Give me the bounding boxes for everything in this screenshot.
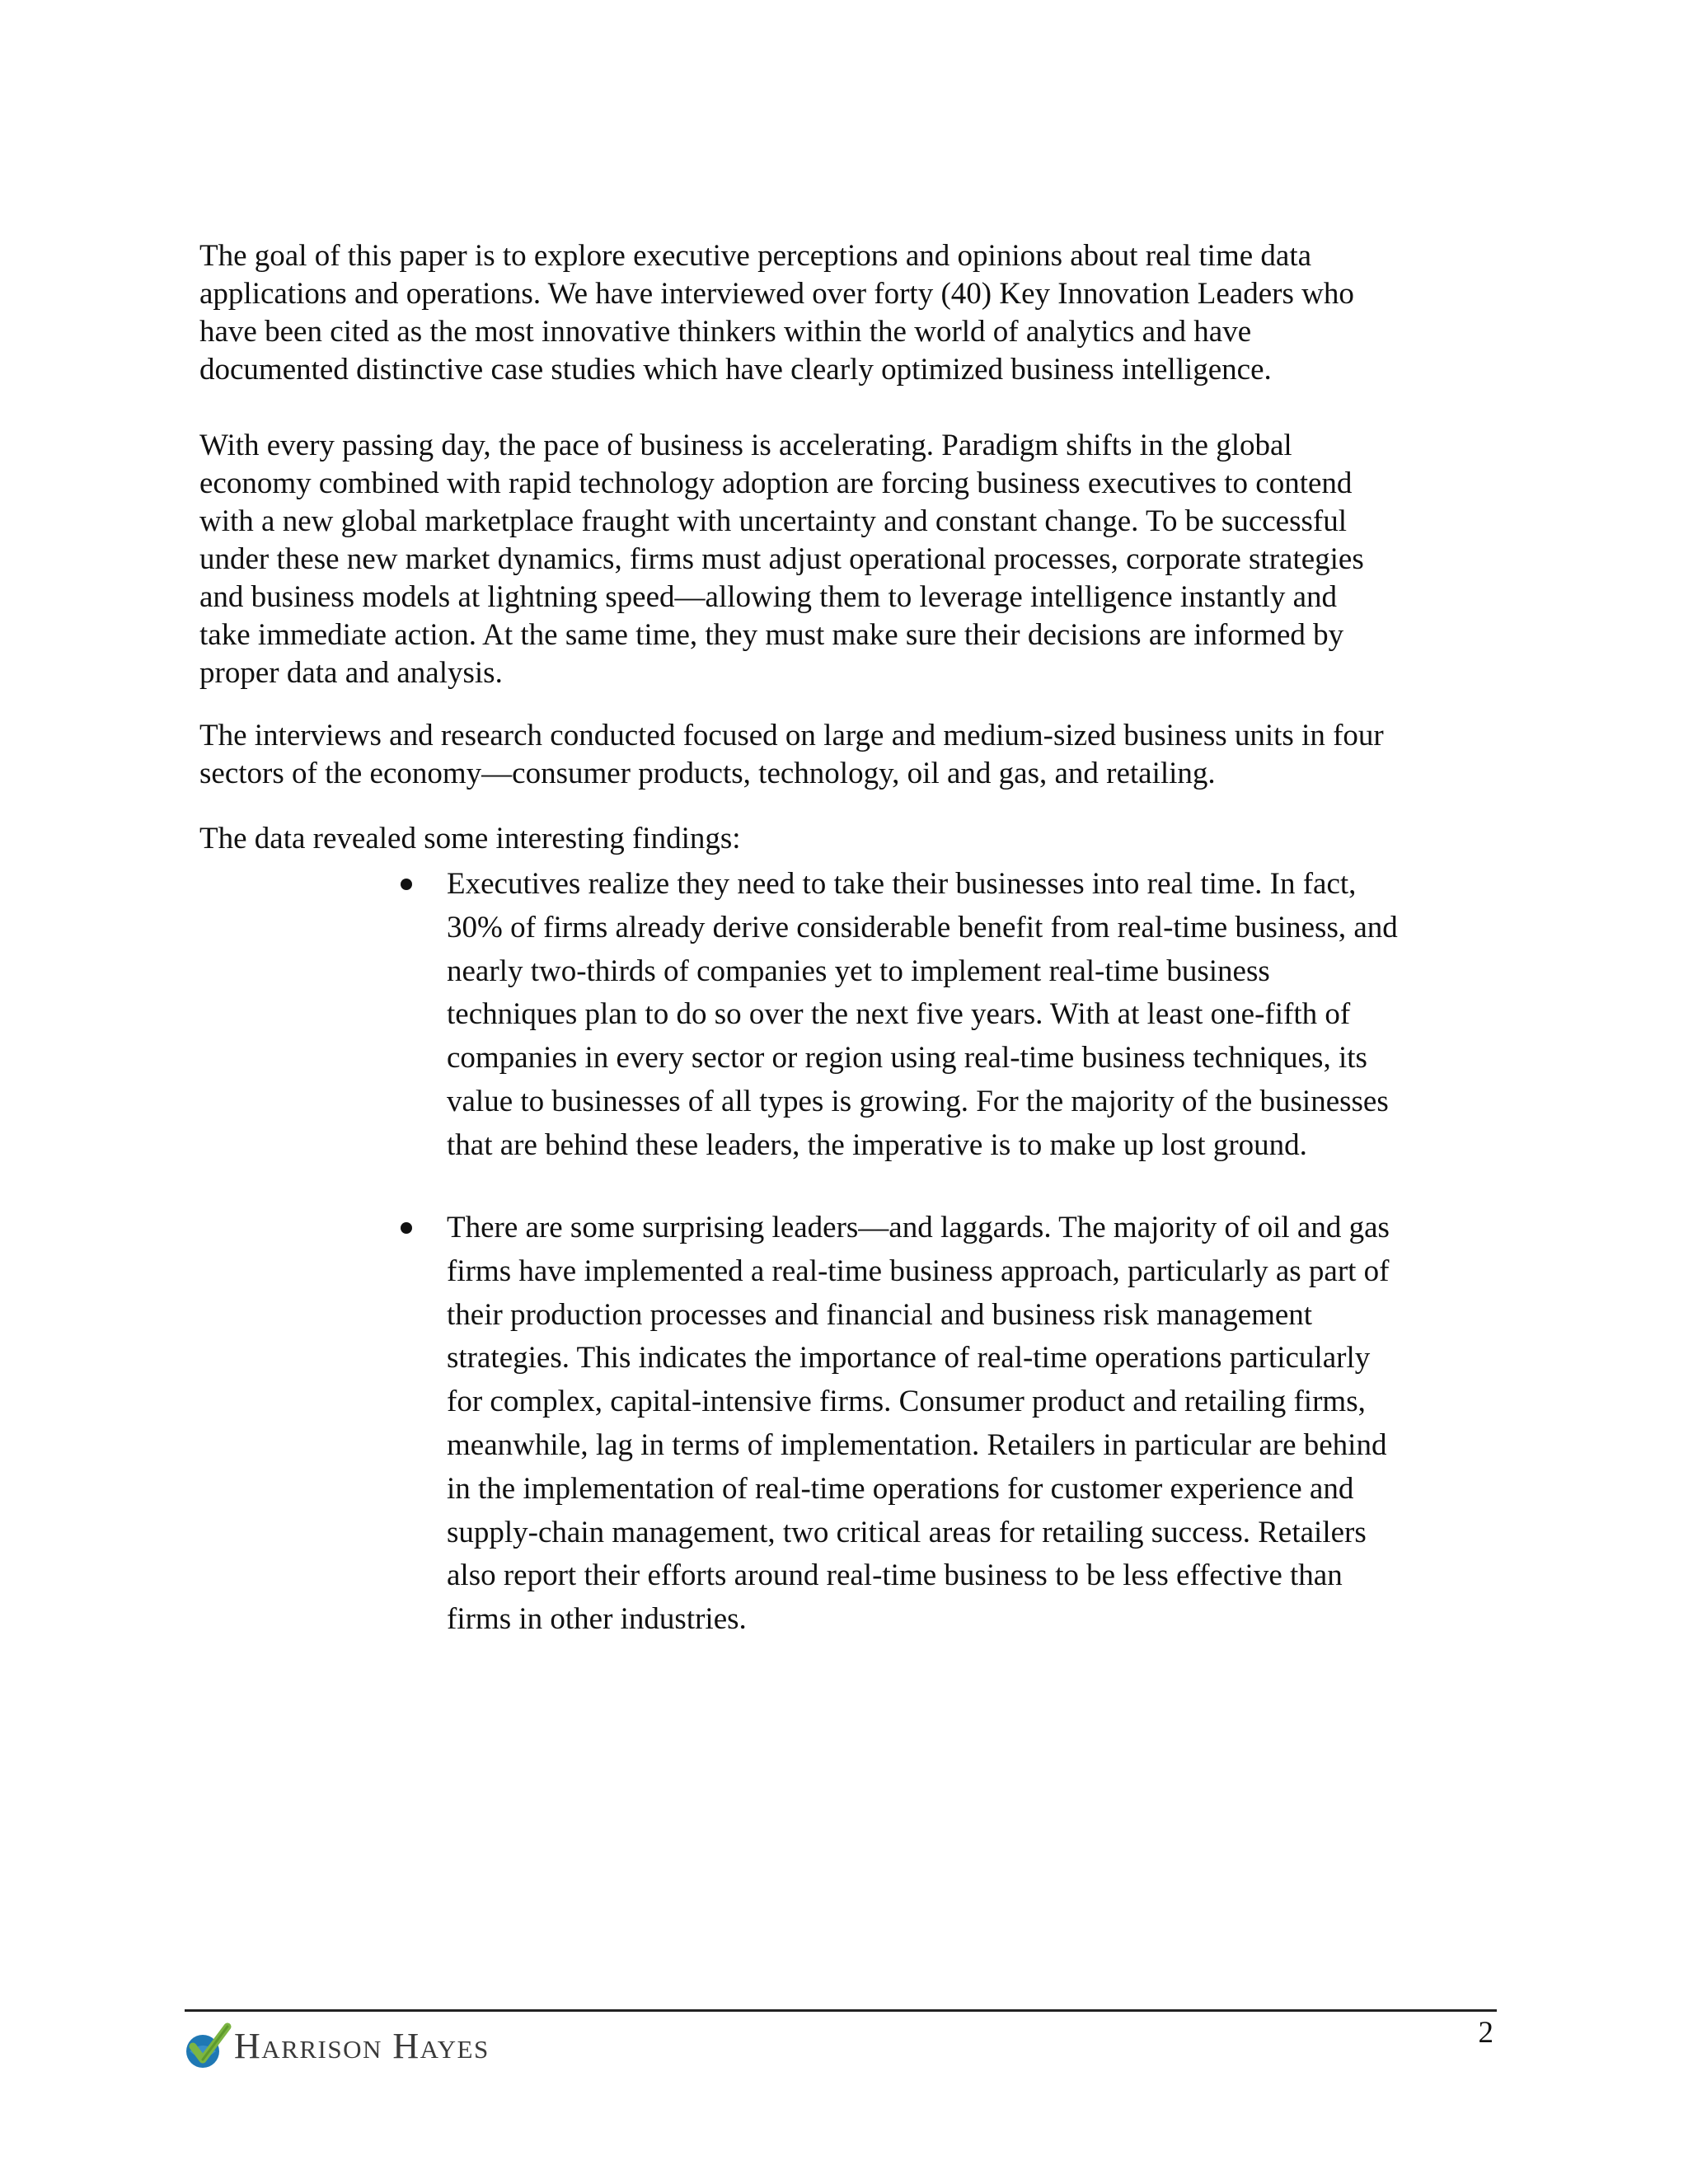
intro-paragraph: The goal of this paper is to explore executive perceptions and opinions about real time data applications and operations. We have interviewed over forty (40) Key Innovation Leaders who have been cited as the most innovative thinkers within the world of analytics and have documented distinctive case studies which have clearly optimized business intelligence. <box>199 239 1354 387</box>
logo-wordmark: Harrison Hayes <box>234 2026 490 2066</box>
bullet-icon <box>401 1222 412 1234</box>
company-logo <box>183 2018 490 2075</box>
footer-divider <box>185 2009 1497 2012</box>
research-scope-paragraph: The interviews and research conducted focused on large and medium-sized business units in four sectors of the economy—consumer products, technology, oil and gas, and retailing. <box>199 719 1384 790</box>
context-paragraph: With every passing day, the pace of business is accelerating. Paradigm shifts in the global economy combined with rapid technology adoption are forcing business executives to contend with a new global marketplace fraught with uncertainty and constant change. To be successful under these new market dynamics, firms must adjust operational processes, corporate strategies and business models at lightning speed—allowing them to leverage intelligence instantly and take immediate action. At the same time, they must make sure their decisions are informed by proper data and analysis. <box>199 429 1364 690</box>
findings-intro-paragraph: The data revealed some interesting findings: <box>199 822 741 855</box>
finding-text: Executives realize they need to take their businesses into real time. In fact, 30% of firms already derive considerable benefit from real-time business, and nearly two-thirds of companies yet to implement real-time business techniques plan to do so over the next five years. With at least one-fifth of companies in every sector or region using real-time business techniques, its value to businesses of all types is growing. For the majority of the businesses that are behind these leaders, the imperative is to make up lost ground. <box>447 867 1398 1162</box>
finding-text: There are some surprising leaders—and laggards. The majority of oil and gas firms have implemented a real-time business approach, particularly as part of their production processes and financial and business risk management strategies. This indicates the importance of real-time operations particularly for complex, capital-intensive firms. Consumer product and retailing firms, meanwhile, lag in terms of implementation. Retailers in particular are behind in the implementation of real-time operations for customer experience and supply-chain management, two critical areas for retailing success. Retailers also report their efforts around real-time business to be less effective than firms in other industries. <box>447 1211 1390 1637</box>
bullet-icon <box>401 879 412 890</box>
page-number: 2 <box>1478 2016 1493 2050</box>
green-check-leaf-blue-globe-icon <box>183 2022 232 2071</box>
